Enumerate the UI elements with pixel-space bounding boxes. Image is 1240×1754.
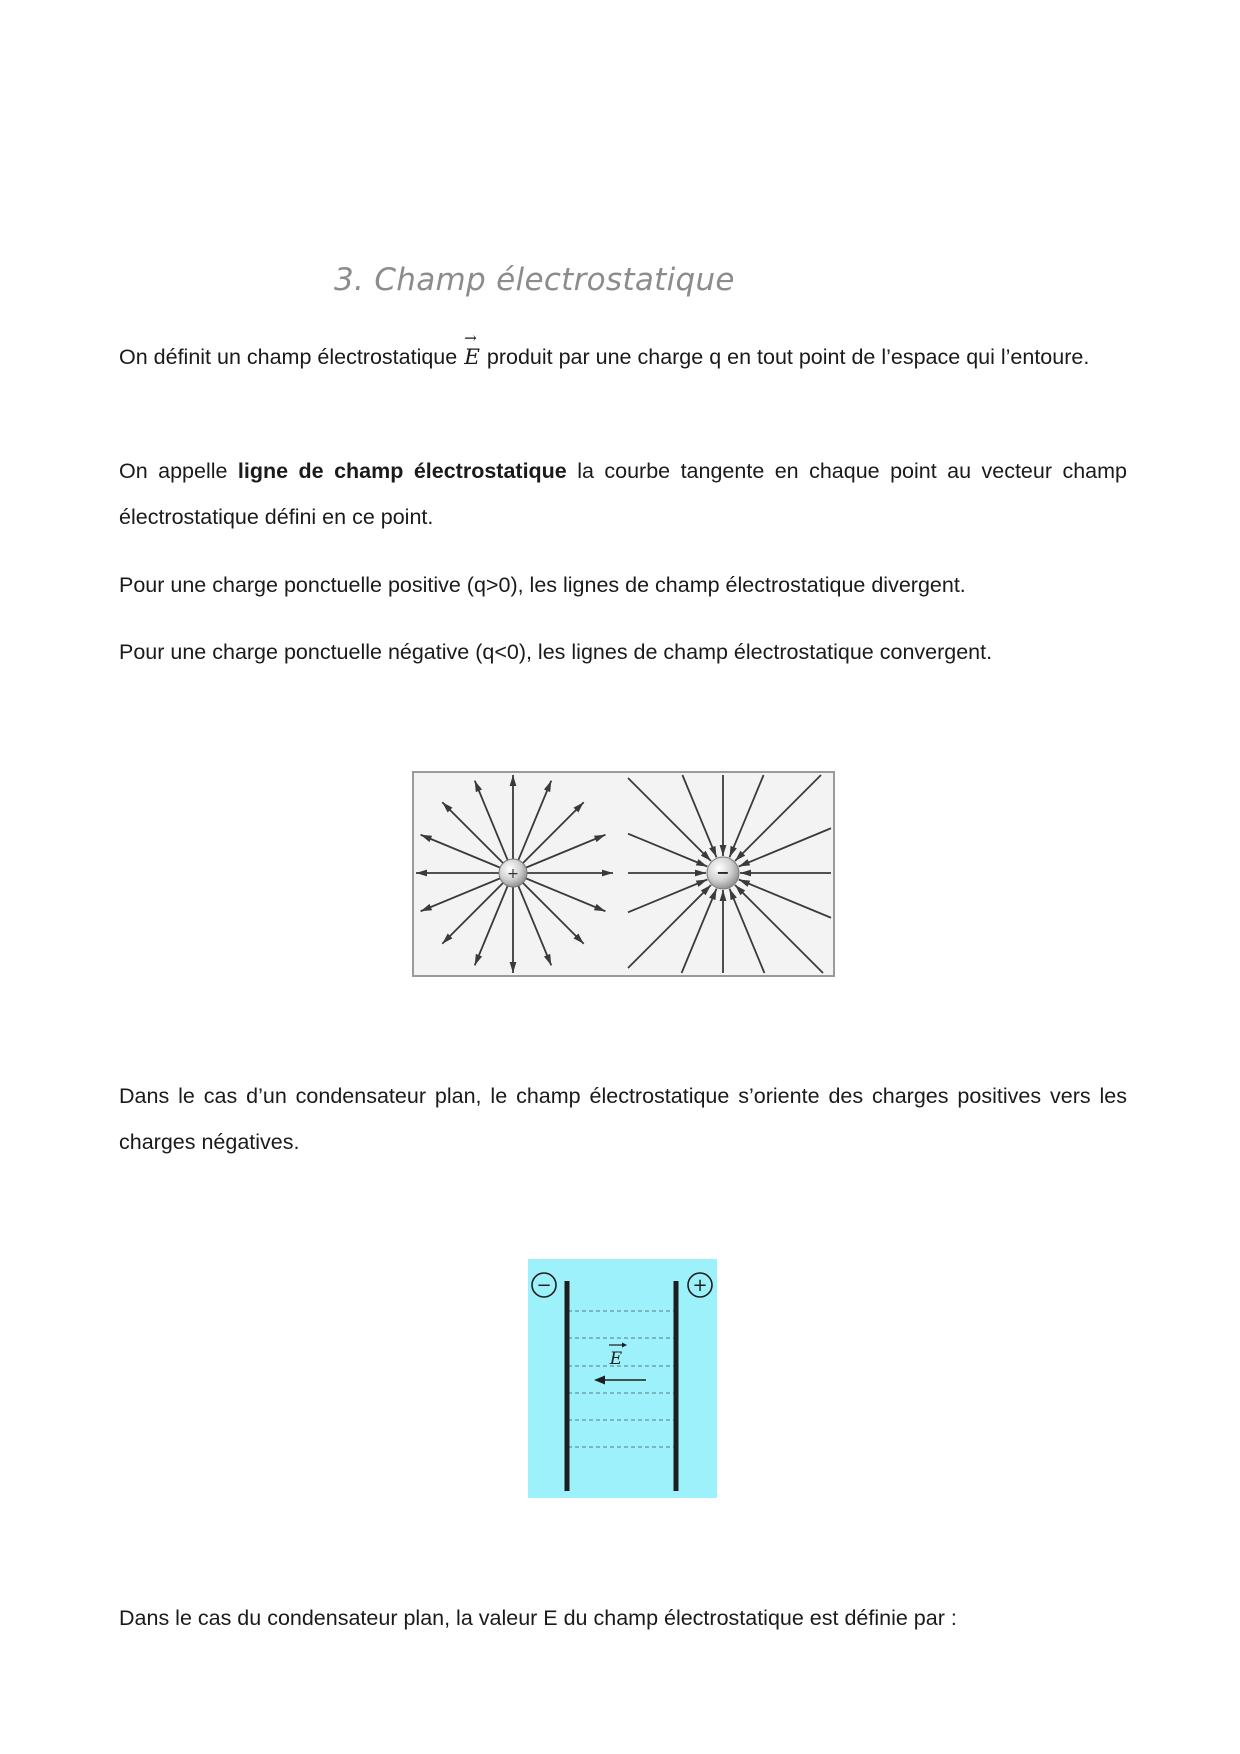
section-heading: [334, 262, 735, 298]
section-title: Champ électrostatique: [374, 262, 735, 298]
vector-e-symbol: → E: [464, 329, 480, 370]
paragraph-negative-charge: Pour une charge ponctuelle négative (q<0), les lignes de champ électrostatique convergent.: [119, 640, 993, 664]
bold-term: ligne de champ électrostatique: [237, 459, 567, 483]
capacitor-background: [528, 1259, 717, 1498]
paragraph-capacitor-orientation: Dans le cas d’un condensateur plan, le champ électrostatique s’oriente des charges positives vers les charges négatives.: [119, 1084, 1127, 1154]
figure-frame: [413, 772, 834, 976]
paragraph-field-line: On appelle ligne de champ électrostatique la courbe tangente en chaque point au vecteur champ électrostatique défini en ce point.: [119, 459, 1127, 529]
paragraph-positive-charge: Pour une charge ponctuelle positive (q>0), les lignes de champ électrostatique divergent.: [119, 573, 966, 597]
negative-charge-sign: −: [716, 863, 730, 882]
positive-plate-sign: +: [692, 1275, 708, 1296]
negative-plate-sign: −: [536, 1275, 552, 1296]
positive-charge-sign: +: [507, 866, 519, 882]
capacitor-figure: [528, 1259, 717, 1498]
charges-field-figure: [412, 771, 835, 977]
section-number: 3.: [334, 262, 365, 298]
field-label-e: E: [609, 1349, 623, 1369]
paragraph-capacitor-value: Dans le cas du condensateur plan, la valeur E du champ électrostatique est définie par :: [119, 1606, 957, 1630]
paragraph-definition: On définit un champ électrostatique → E produit par une charge q en tout point de l’espace qui l’entoure.: [119, 334, 1127, 381]
